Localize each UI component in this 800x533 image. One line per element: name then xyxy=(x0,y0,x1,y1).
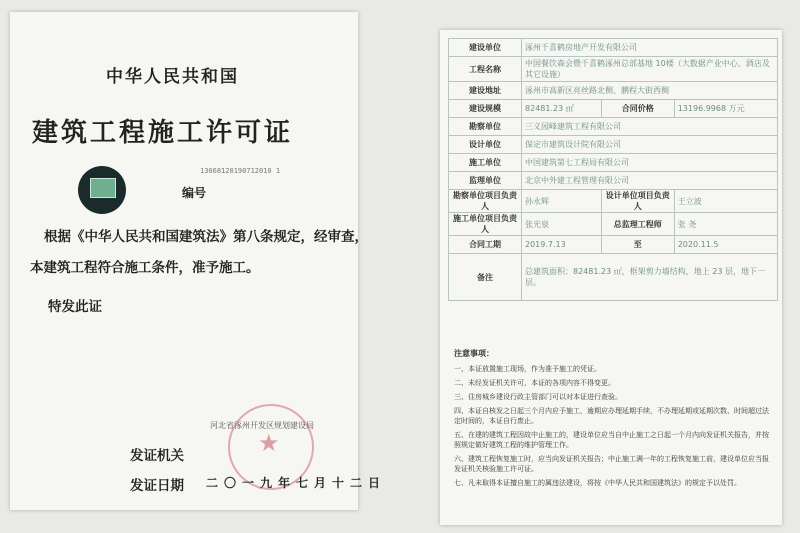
row-value: 82481.23 ㎡ xyxy=(522,100,602,118)
special-issue-text: 特发此证 xyxy=(48,299,102,315)
row-value: 涿州市高新区亮丝路北侧、鹏程大街西侧 xyxy=(522,82,778,100)
table-row xyxy=(449,100,778,118)
row-value-2: 张 尧 xyxy=(674,213,777,236)
row-label: 建设单位 xyxy=(449,39,522,57)
stamp-star-icon: ★ xyxy=(258,429,280,457)
row-label: 勘察单位 xyxy=(449,118,522,136)
table-row xyxy=(449,213,778,236)
row-label: 勘察单位项目负责人 xyxy=(449,190,522,213)
body-line-2: 本建筑工程符合施工条件，准予施工。 xyxy=(30,260,260,276)
row-value: 涿州千喜鹤房地产开发有限公司 xyxy=(522,39,778,57)
row-label-2: 合同价格 xyxy=(601,100,674,118)
badge-emblem xyxy=(90,178,116,198)
table-row xyxy=(449,254,778,301)
row-value: 中国餐饮森会暨千喜鹤涿州总部基地 10楼（大数据产业中心、酒店及其它设施） xyxy=(522,57,778,82)
row-label: 施工单位 xyxy=(449,154,522,172)
row-value: 张光泉 xyxy=(522,213,602,236)
table-row xyxy=(449,136,778,154)
row-value: 北京中外建工程管理有限公司 xyxy=(522,172,778,190)
note-item: 六、建筑工程恢复施工时，应当向发证机关报告；中止施工满一年的工程恢复施工前，建设单位应当报发证机关核验施工许可证。 xyxy=(454,455,769,473)
table-row xyxy=(449,236,778,254)
notes-list xyxy=(454,364,774,492)
table-row xyxy=(449,172,778,190)
row-label-2: 至 xyxy=(601,236,674,254)
row-value: 保定市建筑设计院有限公司 xyxy=(522,136,778,154)
table-row xyxy=(449,57,778,82)
note-item: 二、未经发证机关许可，本证的各项内容不得变更。 xyxy=(454,379,615,387)
note-item: 四、本证自核发之日起三个月内应予施工，逾期应办理延期手续，不办理延期或延期次数、时间超过法定时间的，本证自行废止。 xyxy=(454,407,769,425)
row-label: 设计单位 xyxy=(449,136,522,154)
row-value-2: 王立波 xyxy=(674,190,777,213)
row-label: 监理单位 xyxy=(449,172,522,190)
issue-date-value: 二〇一九年七月十二日 xyxy=(206,476,387,490)
table-row xyxy=(449,190,778,213)
row-label: 备注 xyxy=(449,254,522,301)
row-value: 2019.7.13 xyxy=(522,236,602,254)
certificate-header: 中华人民共和国 xyxy=(106,67,239,87)
row-label: 建设地址 xyxy=(449,82,522,100)
body-line-1: 根据《中华人民共和国建筑法》第八条规定，经审查， xyxy=(44,229,368,245)
row-value: 三义园峰建筑工程有限公司 xyxy=(522,118,778,136)
qr-badge-icon xyxy=(78,166,126,214)
row-value: 总建筑面积：82481.23 ㎡，框架剪力墙结构，地上 23 层，地下一层。 xyxy=(522,254,778,301)
issue-date-label: 发证日期 xyxy=(130,478,184,494)
table-row xyxy=(449,39,778,57)
row-value: 中国建筑第七工程局有限公司 xyxy=(522,154,778,172)
permit-certificate-back xyxy=(440,30,782,525)
notes-title: 注意事项： xyxy=(454,349,494,358)
row-label-2: 设计单位项目负责人 xyxy=(601,190,674,213)
certificate-title: 建筑工程施工许可证 xyxy=(32,118,294,148)
row-label: 合同工期 xyxy=(449,236,522,254)
table-row xyxy=(449,154,778,172)
note-item: 五、在建的建筑工程因故中止施工的，建设单位应当自中止施工之日起一个月内向发证机关报告，并按照规定做好建筑工程的维护管理工作。 xyxy=(454,431,769,449)
note-item: 一、本证放置施工现场，作为准予施工的凭证。 xyxy=(454,365,601,373)
row-label: 工程名称 xyxy=(449,57,522,82)
issuer-value: 河北省涿州开发区规划建设局 xyxy=(210,421,314,430)
row-label: 建设规模 xyxy=(449,100,522,118)
note-item: 七、凡未取得本证擅自施工的属违法建设，将按《中华人民共和国建筑法》的规定予以处罚。 xyxy=(454,479,741,487)
table-row xyxy=(449,82,778,100)
issuer-label: 发证机关 xyxy=(130,448,184,464)
note-item: 三、住房城乡建设行政主管部门可以对本证进行查验。 xyxy=(454,393,622,401)
permit-certificate-front xyxy=(10,12,387,510)
project-info-table xyxy=(448,38,778,301)
row-value: 孙永辉 xyxy=(522,190,602,213)
row-label: 施工单位项目负责人 xyxy=(449,213,522,236)
certificate-number: 13068120190712010 1 xyxy=(200,167,281,175)
table-row xyxy=(449,118,778,136)
number-label: 编号 xyxy=(182,186,207,200)
row-value-2: 2020.11.5 xyxy=(674,236,777,254)
row-value-2: 13196.9968 万元 xyxy=(674,100,777,118)
row-label-2: 总监理工程师 xyxy=(601,213,674,236)
